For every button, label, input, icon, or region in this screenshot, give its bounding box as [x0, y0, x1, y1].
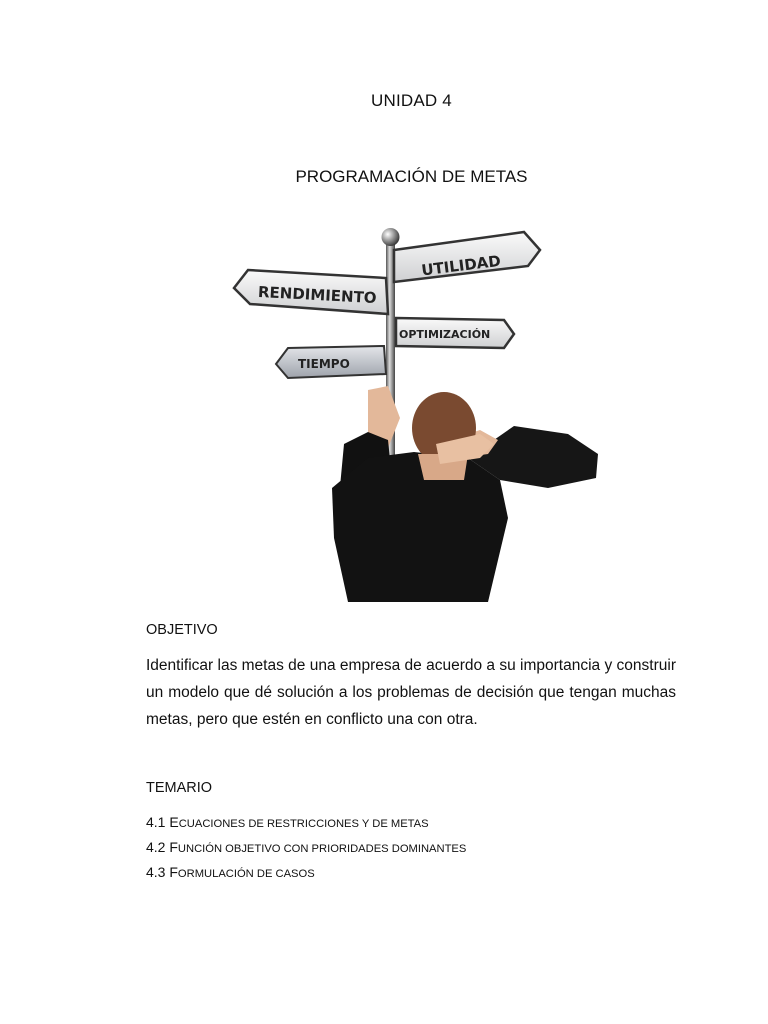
svg-text:TIEMPO: TIEMPO	[298, 357, 350, 371]
syllabus-item: 4.2 FUNCIÓN OBJETIVO CON PRIORIDADES DOMINANTES	[146, 839, 467, 855]
objective-text: Identificar las metas de una empresa de acuerdo a su importancia y construir un modelo que dé solución a los problemas de decisión que tengan muchas metas, pero que estén en conflicto una con otra.	[146, 657, 676, 728]
page-title: PROGRAMACIÓN DE METAS	[295, 167, 528, 186]
sign-tiempo	[276, 346, 386, 378]
svg-text:UTILIDAD: UTILIDAD	[420, 251, 502, 280]
sign-optimizacion	[396, 318, 514, 348]
svg-text:OPTIMIZACIÓN: OPTIMIZACIÓN	[399, 328, 491, 341]
pole-top-ball	[382, 228, 400, 246]
syllabus-item: 4.3 FORMULACIÓN DE CASOS	[146, 864, 315, 880]
unit-label: UNIDAD 4	[371, 91, 452, 110]
objective-heading: OBJETIVO	[146, 622, 218, 638]
svg-text:RENDIMIENTO: RENDIMIENTO	[257, 282, 378, 308]
syllabus-heading: TEMARIO	[146, 780, 213, 796]
signpost-illustration	[218, 218, 610, 602]
man-figure	[332, 386, 598, 602]
sign-rendimiento	[234, 270, 388, 314]
syllabus-item: 4.1 ECUACIONES DE RESTRICCIONES Y DE METAS	[146, 814, 429, 830]
sign-utilidad	[394, 232, 540, 282]
